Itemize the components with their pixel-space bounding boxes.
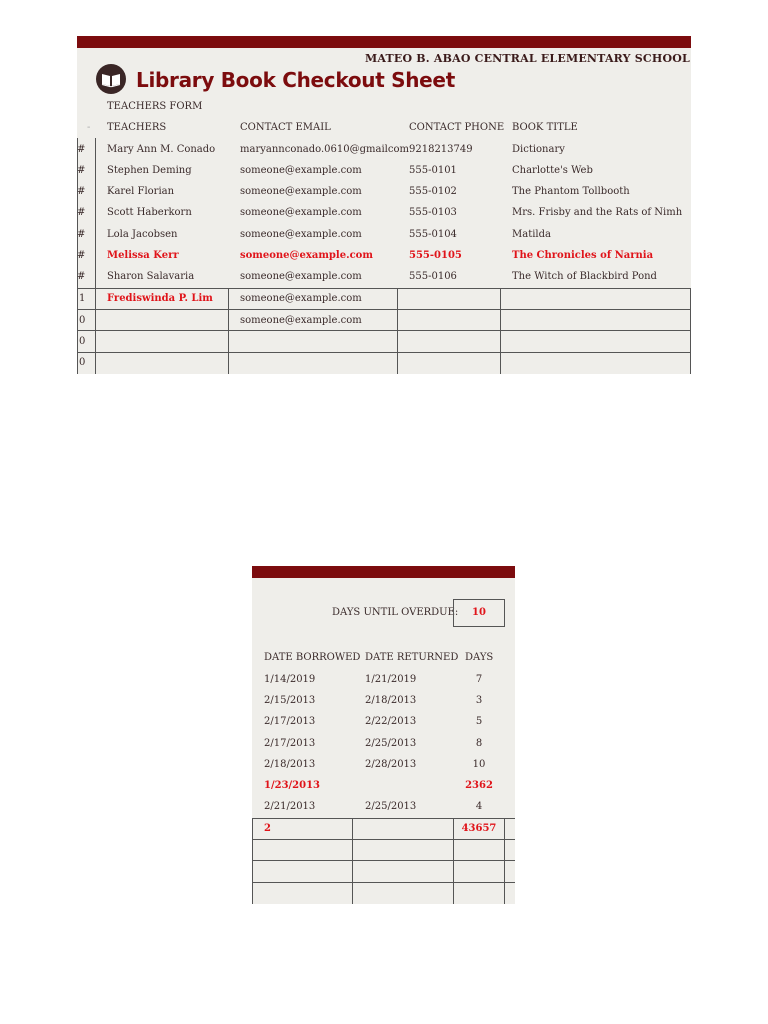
form-label: TEACHERS FORM [107,101,203,112]
grid-border [252,882,515,883]
row-marker: # [77,207,86,218]
grid-border [252,818,253,904]
header-marker: - [87,122,91,133]
date-returned: 2/25/2013 [365,801,417,812]
book-title: Matilda [512,229,551,240]
column-header-teachers: TEACHERS [107,122,167,133]
grid-border [352,818,353,904]
date-borrowed: 2/15/2013 [264,695,316,706]
date-borrowed: 2/18/2013 [264,759,316,770]
grid-border [252,839,515,840]
teacher-phone: 555-0102 [409,186,457,197]
book-title: Mrs. Frisby and the Rats of Nimh [512,207,683,218]
grid-border [77,288,691,289]
book-title: Charlotte's Web [512,165,593,176]
grid-border [397,288,398,374]
row-marker: # [77,229,86,240]
date-borrowed: 1/14/2019 [264,674,316,685]
teacher-name: Mary Ann M. Conado [107,144,216,155]
teacher-email: someone@example.com [240,271,362,282]
date-returned: 2/25/2013 [365,738,417,749]
teacher-name: Sharon Salavaria [107,271,195,282]
column-header-returned: DATE RETURNED [365,652,459,663]
column-header-phone: CONTACT PHONE [409,122,505,133]
teacher-email: someone@example.com [240,165,362,176]
grid-border [500,288,501,374]
teacher-phone: 555-0104 [409,229,457,240]
book-title: The Chronicles of Narnia [512,250,654,261]
grid-border [504,818,505,904]
teacher-phone: 555-0105 [409,250,462,261]
teacher-phone: 555-0103 [409,207,457,218]
teacher-email: someone@example.com [240,207,362,218]
days-count: 7 [475,674,483,685]
grid-teacher-email[interactable]: someone@example.com [240,293,362,304]
overdue-value: 10 [472,607,486,618]
grid-border [453,818,454,904]
date-returned: 1/21/2019 [365,674,417,685]
date-returned: 2/22/2013 [365,716,417,727]
book-title: Dictionary [512,144,565,155]
book-title: The Phantom Tollbooth [512,186,630,197]
row-marker: # [77,165,86,176]
grid-border [690,288,691,374]
bottom-accent-bar [252,566,515,578]
column-header-days: DAYS [465,652,494,663]
teacher-email: someone@example.com [240,250,373,261]
date-returned: 2/18/2013 [365,695,417,706]
teacher-email: someone@example.com [240,186,362,197]
teacher-phone: 555-0106 [409,271,457,282]
grid-border [252,860,515,861]
grid-border [77,352,691,353]
teacher-email: someone@example.com [240,229,362,240]
row-marker: # [77,144,86,155]
grid-marker: 0 [79,336,86,347]
days-count: 2362 [465,780,493,791]
days-count: 10 [472,759,486,770]
teacher-name: Lola Jacobsen [107,229,178,240]
teacher-name: Scott Haberkorn [107,207,192,218]
teacher-phone: 9218213749 [409,144,473,155]
grid-days-count[interactable]: 43657 [461,823,497,834]
date-borrowed: 2/17/2013 [264,716,316,727]
days-count: 3 [475,695,483,706]
teacher-name: Stephen Deming [107,165,192,176]
date-borrowed: 2/17/2013 [264,738,316,749]
column-header-book: BOOK TITLE [512,122,578,133]
row-marker: # [77,186,86,197]
top-accent-bar [77,36,691,48]
column-header-borrowed: DATE BORROWED [264,652,361,663]
teacher-email: maryannconado.0610@gmailcom [240,144,409,155]
days-count: 8 [475,738,483,749]
date-returned: 2/28/2013 [365,759,417,770]
grid-date-borrowed[interactable]: 2 [264,823,271,834]
book-title: The Witch of Blackbird Pond [512,271,657,282]
grid-marker: 1 [79,293,86,304]
date-borrowed: 1/23/2013 [264,780,321,791]
page-title: Library Book Checkout Sheet [136,68,455,92]
open-book-icon [96,64,126,94]
grid-teacher-email[interactable]: someone@example.com [240,315,362,326]
school-name: MATEO B. ABAO CENTRAL ELEMENTARY SCHOOL [365,52,690,65]
grid-marker: 0 [79,357,86,368]
row-marker: # [77,271,86,282]
grid-border [77,309,691,310]
days-count: 4 [475,801,483,812]
grid-marker: 0 [79,315,86,326]
teacher-name: Melissa Kerr [107,250,179,261]
grid-border [228,288,229,374]
grid-border [77,330,691,331]
column-header-email: CONTACT EMAIL [240,122,331,133]
date-borrowed: 2/21/2013 [264,801,316,812]
overdue-label: DAYS UNTIL OVERDUE: [332,607,459,618]
marker-column-divider [95,138,96,374]
overdue-value-box[interactable] [453,599,505,627]
row-marker: # [77,250,86,261]
teacher-name: Karel Florian [107,186,175,197]
teacher-phone: 555-0101 [409,165,457,176]
grid-border [252,818,515,819]
days-count: 5 [475,716,483,727]
grid-teacher-name[interactable]: Frediswinda P. Lim [107,293,213,304]
